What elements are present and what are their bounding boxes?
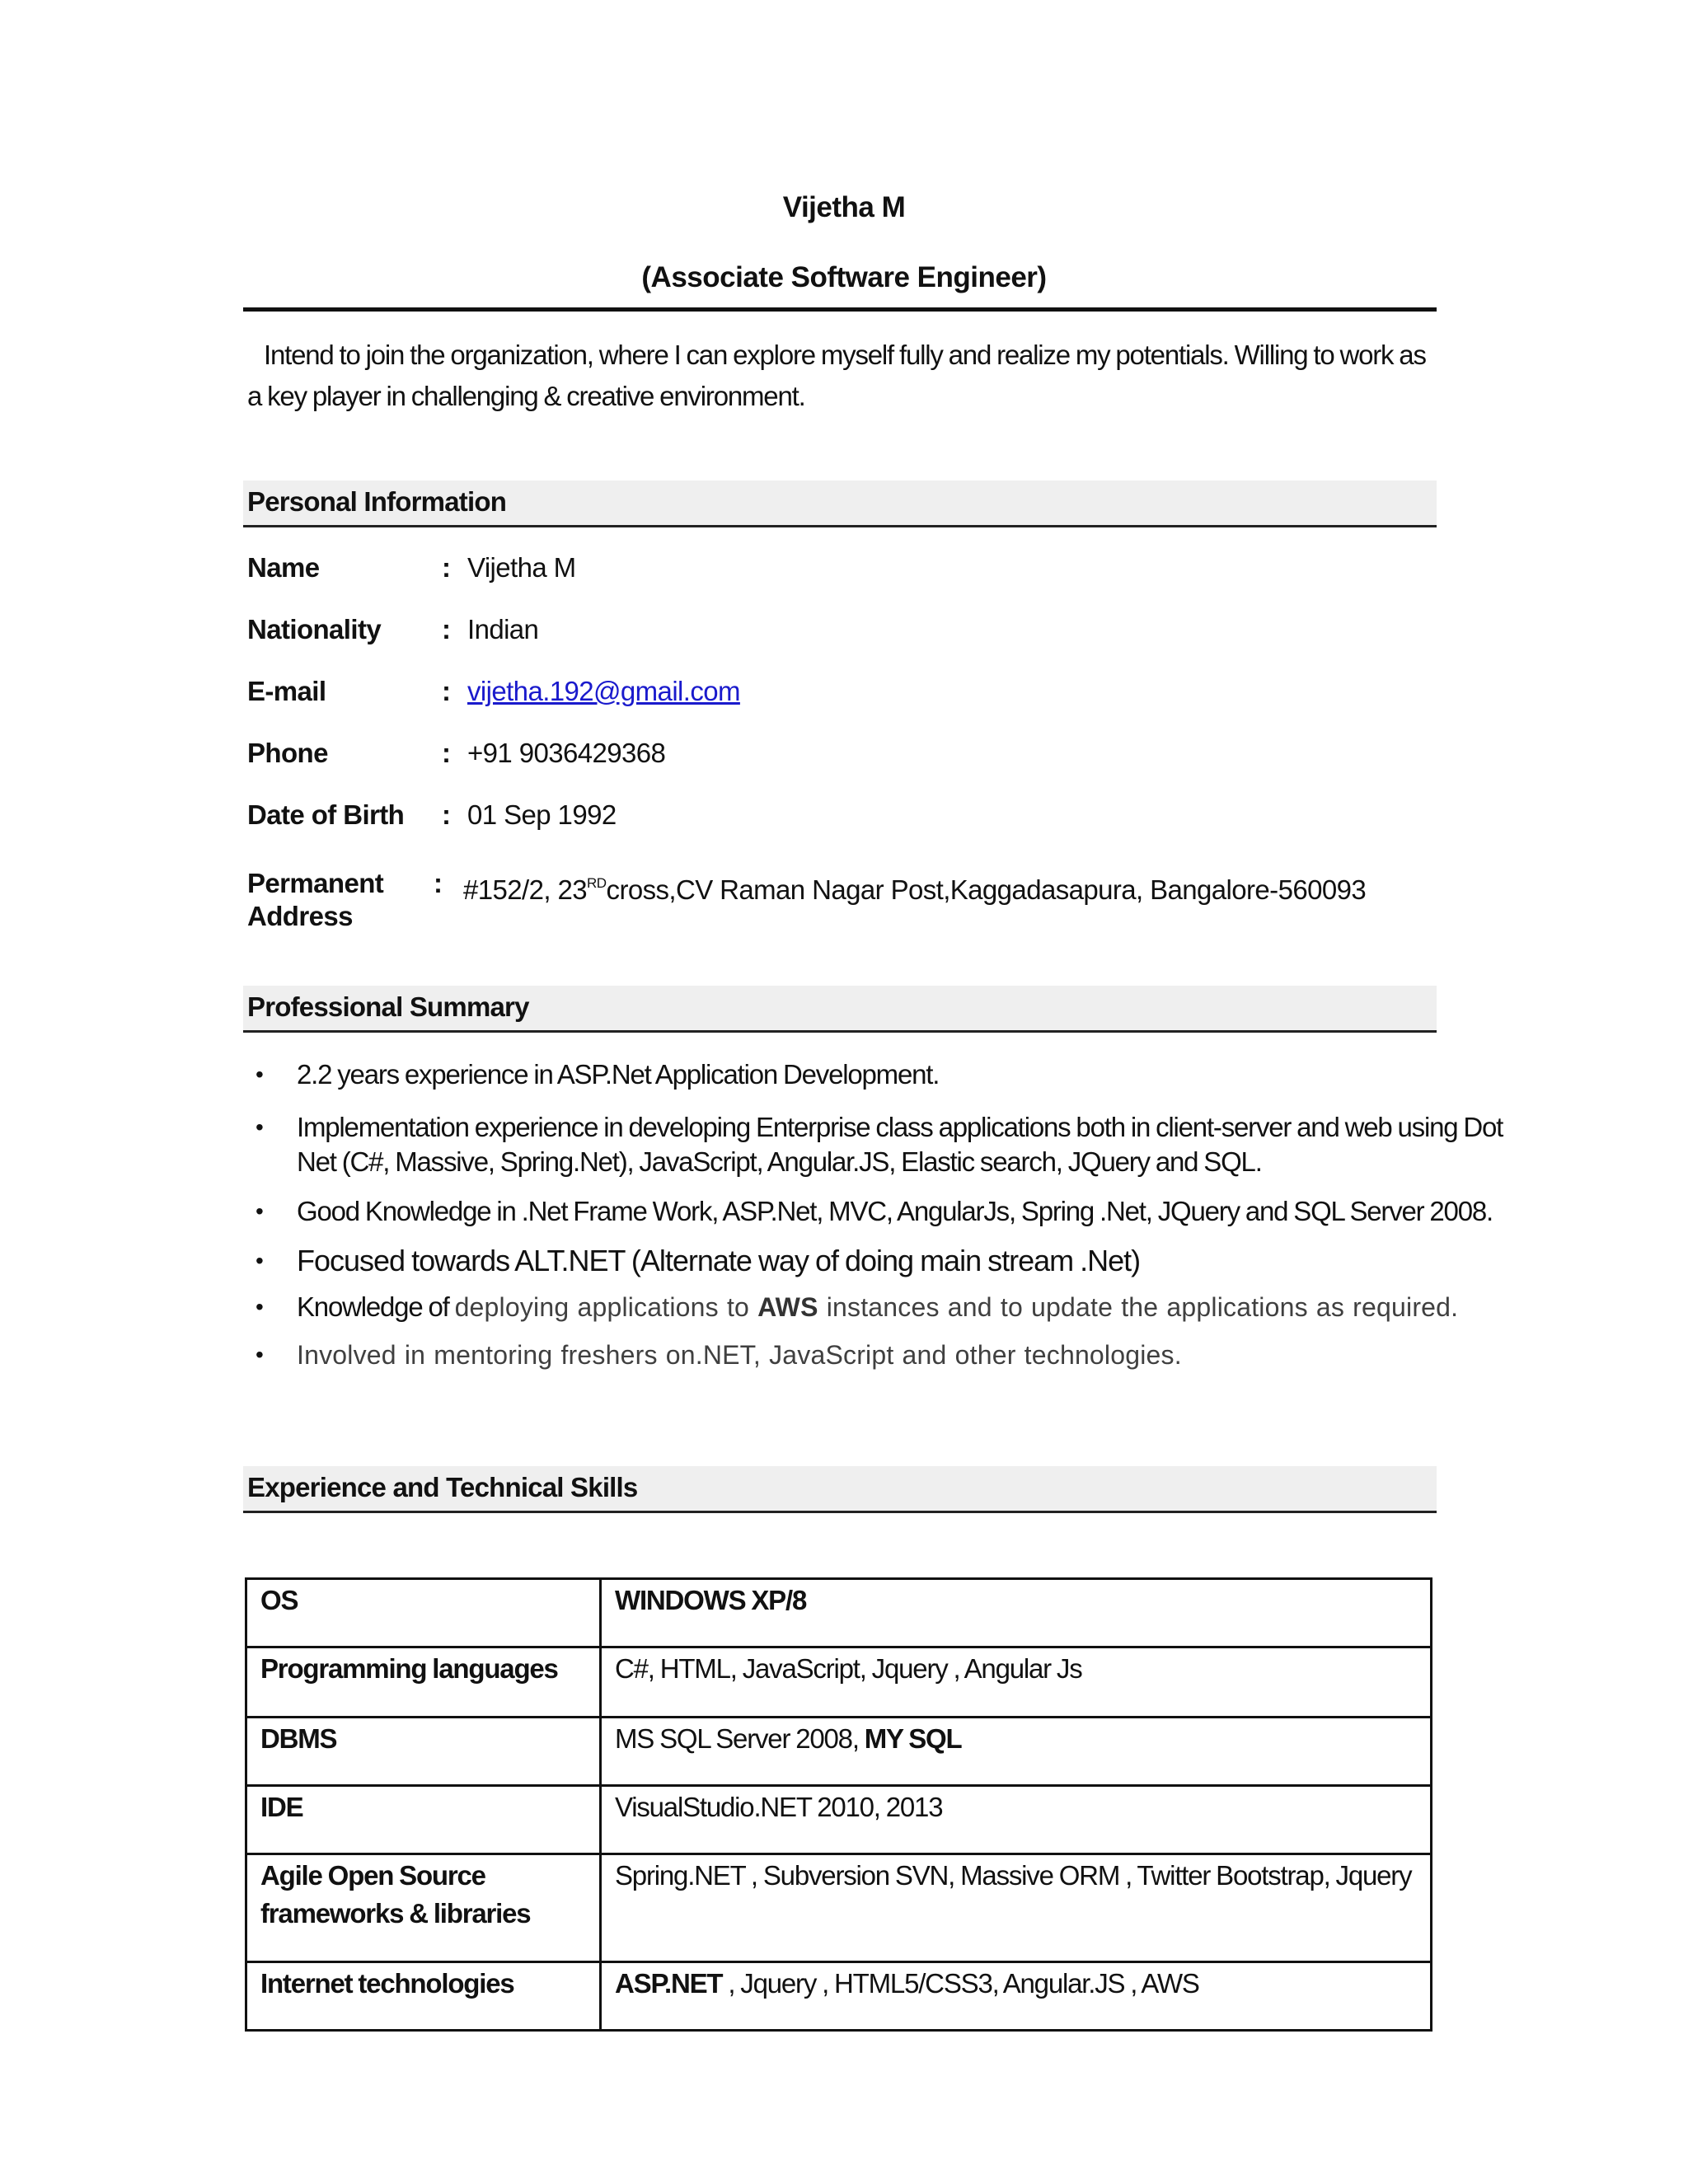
value-date-of-birth: 01 Sep 1992 <box>467 799 617 830</box>
skill-label: Agile Open Source frameworks & libraries <box>246 1854 601 1962</box>
list-item: • 2.2 years experience in ASP.Net Application Development. <box>256 1057 1525 1092</box>
colon: : <box>442 799 451 830</box>
skill-value: ASP.NET , Jquery , HTML5/CSS3, Angular.JS , AWS <box>601 1962 1432 2031</box>
table-row <box>246 1962 1432 2031</box>
label-date-of-birth: Date of Birth <box>247 799 405 830</box>
section-personal-information <box>243 480 1437 527</box>
label-nationality: Nationality <box>247 614 382 644</box>
label-phone: Phone <box>247 738 328 768</box>
candidate-role: (Associate Software Engineer) <box>641 261 1047 293</box>
skill-value: MS SQL Server 2008, MY SQL <box>601 1718 1432 1786</box>
table-row <box>246 1579 1432 1647</box>
section-title: Personal Information <box>247 486 507 517</box>
list-item: • Involved in mentoring freshers on.NET, JavaScript and other technologies. <box>256 1338 1525 1372</box>
value-address: #152/2, 23RDcross,CV Raman Nagar Post,Kaggadasapura, Bangalore-560093 <box>463 874 1367 905</box>
summary-list <box>256 1057 1525 1372</box>
label-address-line2: Address <box>247 901 353 931</box>
label-name: Name <box>247 552 320 583</box>
skill-value: WINDOWS XP/8 <box>601 1579 1432 1647</box>
skill-value: C#, HTML, JavaScript, Jquery , Angular Js <box>601 1647 1432 1718</box>
header-divider <box>243 307 1437 312</box>
label-email: E-mail <box>247 676 326 706</box>
section-title: Professional Summary <box>247 991 529 1022</box>
skill-label: OS <box>246 1579 601 1647</box>
skill-label: DBMS <box>246 1718 601 1786</box>
skill-label: IDE <box>246 1786 601 1854</box>
section-title: Experience and Technical Skills <box>247 1472 638 1502</box>
skill-value: Spring.NET , Subversion SVN, Massive ORM , Twitter Bootstrap, Jquery <box>601 1854 1432 1962</box>
list-item: • Implementation experience in developing Enterprise class applications both in client-server and web using Dot Net (C#, Massive, Spring.Net), JavaScript, Angular.JS, Elastic search, JQuery and SQL. <box>256 1110 1525 1179</box>
list-item: • Knowledge of deploying applications to AWS instances and to update the applications as required. <box>256 1290 1525 1324</box>
skill-label: Internet technologies <box>246 1962 601 2031</box>
list-item: • Good Knowledge in .Net Frame Work, ASP.Net, MVC, AngularJs, Spring .Net, JQuery and SQL Server 2008. <box>256 1194 1525 1229</box>
table-row <box>246 1786 1432 1854</box>
value-phone: +91 9036429368 <box>467 738 666 768</box>
table-row <box>246 1647 1432 1718</box>
skill-value: VisualStudio.NET 2010, 2013 <box>601 1786 1432 1854</box>
colon: : <box>442 552 451 583</box>
list-item: • Focused towards ALT.NET (Alternate way of doing main stream .Net) <box>256 1244 1525 1278</box>
section-professional-summary <box>243 986 1437 1033</box>
value-nationality: Indian <box>467 614 539 644</box>
objective-text <box>247 335 1442 417</box>
colon: : <box>434 868 443 898</box>
table-row <box>246 1718 1432 1786</box>
email-link[interactable]: vijetha.192@gmail.com <box>467 676 740 706</box>
label-address-line1: Permanent <box>247 868 384 898</box>
colon: : <box>442 676 451 706</box>
objective-body: Intend to join the organization, where I can explore myself fully and realize my potentials. Willing to work as a key player in challenging & creative environment. <box>247 340 1426 411</box>
candidate-name: Vijetha M <box>782 191 906 223</box>
section-technical-skills <box>243 1466 1437 1513</box>
colon: : <box>442 614 451 644</box>
skills-table <box>245 1577 1432 2032</box>
colon: : <box>442 738 451 768</box>
skill-label: Programming languages <box>246 1647 601 1718</box>
table-row <box>246 1854 1432 1962</box>
value-name: Vijetha M <box>467 552 576 583</box>
